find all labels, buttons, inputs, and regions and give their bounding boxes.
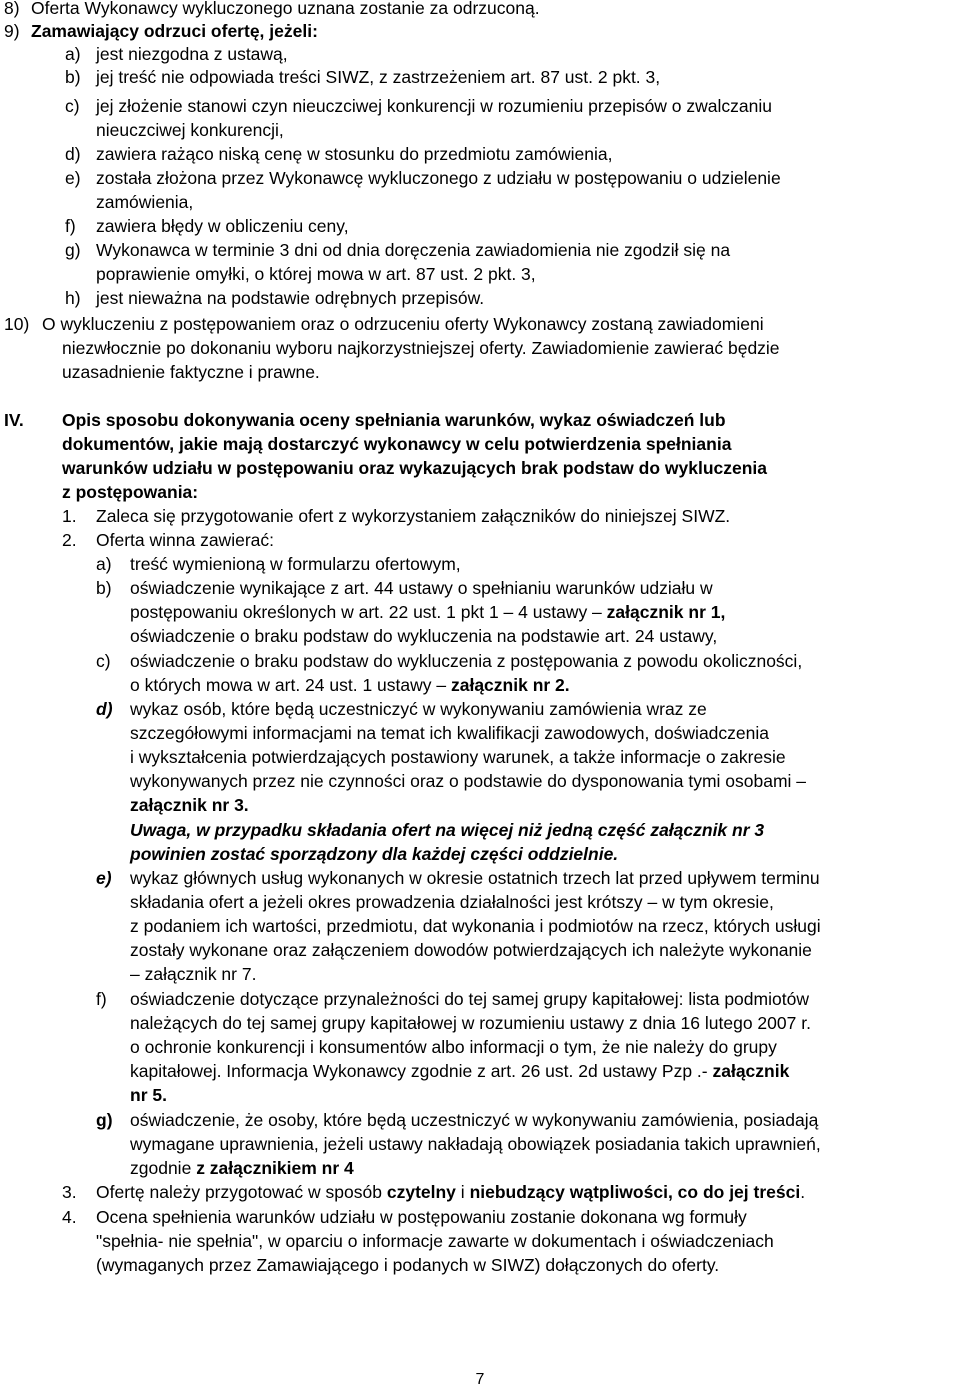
section-number: IV.	[4, 410, 24, 430]
point-4-line2: "spełnia- nie spełnia", w oparciu o informacje zawarte w dokumentach i oświadczeniach	[96, 1231, 774, 1251]
point-2d-line2: szczegółowymi informacjami na temat ich kwalifikacji zawodowych, doświadczenia	[130, 723, 769, 743]
item-9f-text: zawiera błędy w obliczeniu ceny,	[96, 216, 349, 236]
point-2d-line3: i wykształcenia potwierdzających postawiony warunek, a także informacje o zakresie	[130, 747, 786, 767]
point-2f-line4: kapitałowej. Informacja Wykonawcy zgodnie z art. 26 ust. 2d ustawy Pzp .- załącznik	[130, 1061, 790, 1081]
point-2e-label: e)	[96, 868, 112, 888]
section-heading-line4: z postępowania:	[62, 482, 199, 502]
item-9g-label: g)	[65, 240, 81, 260]
item-9c-label: c)	[65, 96, 80, 116]
section-heading-line3: warunków udziału w postępowaniu oraz wykazujących brak podstaw do wykluczenia	[62, 458, 768, 478]
point-2g-line1: oświadczenie, że osoby, które będą uczestniczyć w wykonywaniu zamówienia, posiadają	[130, 1110, 819, 1130]
page-number: 7	[475, 1371, 485, 1388]
item-8-number: 8)	[4, 0, 20, 18]
point-2e-line1: wykaz głównych usług wykonanych w okresie ostatnich trzech lat przed upływem terminu	[130, 868, 820, 888]
section-heading-line1: Opis sposobu dokonywania oceny spełniania warunków, wykaz oświadczeń lub	[62, 410, 726, 430]
point-2d-note-line2: powinien zostać sporządzony dla każdej części oddzielnie.	[130, 844, 619, 864]
point-2b-line2: postępowaniu określonych w art. 22 ust. 1 pkt 1 – 4 ustawy – załącznik nr 1,	[130, 602, 726, 622]
point-2f-line2: należących do tej samej grupy kapitałowej w rozumieniu ustawy z dnia 16 lutego 2007 r.	[130, 1013, 811, 1033]
point-2a-text: treść wymienioną w formularzu ofertowym,	[130, 554, 461, 574]
point-2-number: 2.	[62, 530, 77, 550]
item-9g-line1: Wykonawca w terminie 3 dni od dnia doręczenia zawiadomienia nie zgodził się na	[96, 240, 731, 260]
item-9e-line2: zamówienia,	[96, 192, 194, 212]
point-2d-line1: wykaz osób, które będą uczestniczyć w wykonywaniu zamówienia wraz ze	[130, 699, 707, 719]
point-2b-label: b)	[96, 578, 112, 598]
item-10-line1: O wykluczeniu z postępowaniem oraz o odrzuceniu oferty Wykonawcy zostaną zawiadomieni	[42, 314, 764, 334]
point-2c-line2: o których mowa w art. 24 ust. 1 ustawy – załącznik nr 2.	[130, 675, 570, 695]
point-2e-line4: zostały wykonane oraz załączeniem dowodów potwierdzających ich należyte wykonanie	[130, 940, 812, 960]
point-2d-line4: wykonywanych przez nie czynności oraz o podstawie do dysponowania tymi osobami –	[130, 771, 807, 791]
item-9h-text: jest nieważna na podstawie odrębnych przepisów.	[96, 288, 485, 308]
item-9g-line2: poprawienie omyłki, o której mowa w art. 87 ust. 2 pkt. 3,	[96, 264, 536, 284]
point-2f-line1: oświadczenie dotyczące przynależności do tej samej grupy kapitałowej: lista podmiotów	[130, 989, 809, 1009]
item-9c-line2: nieuczciwej konkurencji,	[96, 120, 284, 140]
item-9-number: 9)	[4, 21, 20, 41]
item-9b-label: b)	[65, 67, 81, 87]
point-2d-label: d)	[96, 699, 113, 719]
point-2c-label: c)	[96, 651, 111, 671]
attachment-1-ref: załącznik nr 1	[606, 602, 721, 622]
point-1-number: 1.	[62, 506, 77, 526]
point-4-line3: (wymaganych przez Zamawiającego i podanych w SIWZ) dołączonych do oferty.	[96, 1255, 720, 1275]
item-9h-label: h)	[65, 288, 81, 308]
point-2g-line3: zgodnie z załącznikiem nr 4	[130, 1158, 354, 1178]
point-4-line1: Ocena spełnienia warunków udziału w postępowaniu zostanie dokonana wg formuły	[96, 1207, 747, 1227]
item-9b-text: jej treść nie odpowiada treści SIWZ, z zastrzeżeniem art. 87 ust. 2 pkt. 3,	[96, 67, 661, 87]
item-10-line3: uzasadnienie faktyczne i prawne.	[62, 362, 320, 382]
point-2b-line1: oświadczenie wynikające z art. 44 ustawy o spełnianiu warunków udziału w	[130, 578, 713, 598]
point-2e-line2: składania ofert a jeżeli okres prowadzenia działalności jest krótszy – w tym okresie,	[130, 892, 774, 912]
point-2-text: Oferta winna zawierać:	[96, 530, 274, 550]
attachment-4-ref: z załącznikiem nr 4	[196, 1158, 354, 1178]
point-2e-line5: – załącznik nr 7.	[130, 964, 257, 984]
point-2d-note-line1: Uwaga, w przypadku składania ofert na więcej niż jedną część załącznik nr 3	[130, 820, 765, 840]
item-9d-label: d)	[65, 144, 81, 164]
point-2a-label: a)	[96, 554, 112, 574]
point-3-text: Ofertę należy przygotować w sposób czytelny i niebudzący wątpliwości, co do jej treści.	[96, 1182, 806, 1202]
point-2f-line5: nr 5.	[130, 1085, 167, 1105]
point-2b-line3: oświadczenie o braku podstaw do wykluczenia na podstawie art. 24 ustawy,	[130, 626, 718, 646]
section-heading-line2: dokumentów, jakie mają dostarczyć wykonawcy w celu potwierdzenia spełniania	[62, 434, 732, 454]
item-10-number: 10)	[4, 314, 30, 334]
attachment-5-ref: załącznik	[712, 1061, 790, 1081]
item-10-line2: niezwłocznie po dokonaniu wyboru najkorzystniejszej oferty. Zawiadomienie zawierać będzie	[62, 338, 780, 358]
point-1-text: Zaleca się przygotowanie ofert z wykorzystaniem załączników do niniejszej SIWZ.	[96, 506, 731, 526]
item-9a-label: a)	[65, 44, 81, 64]
item-8-text: Oferta Wykonawcy wykluczonego uznana zostanie za odrzuconą.	[31, 0, 540, 18]
attachment-2-ref: załącznik nr 2.	[450, 675, 570, 695]
item-9d-text: zawiera rażąco niską cenę w stosunku do przedmiotu zamówienia,	[96, 144, 613, 164]
point-2e-line3: z podaniem ich wartości, przedmiotu, dat wykonania i podmiotów na rzecz, których usługi	[130, 916, 821, 936]
item-9e-label: e)	[65, 168, 81, 188]
point-2g-label: g)	[96, 1110, 113, 1130]
item-9c-line1: jej złożenie stanowi czyn nieuczciwej konkurencji w rozumieniu przepisów o zwalczaniu	[96, 96, 772, 116]
item-9a-text: jest niezgodna z ustawą,	[96, 44, 288, 64]
point-3-number: 3.	[62, 1182, 77, 1202]
item-9e-line1: została złożona przez Wykonawcę wykluczonego z udziału w postępowaniu o udzielenie	[96, 168, 781, 188]
attachment-3-ref: załącznik nr 3.	[130, 795, 249, 815]
item-9f-label: f)	[65, 216, 76, 236]
point-2c-line1: oświadczenie o braku podstaw do wykluczenia z postępowania z powodu okoliczności,	[130, 651, 803, 671]
point-4-number: 4.	[62, 1207, 77, 1227]
point-2f-line3: o ochronie konkurencji i konsumentów albo informacji o tym, że nie należy do grupy	[130, 1037, 777, 1057]
point-2g-line2: wymagane uprawnienia, jeżeli ustawy nakładają obowiązek posiadania takich uprawnień,	[130, 1134, 821, 1154]
point-2f-label: f)	[96, 989, 107, 1009]
item-9-text: Zamawiający odrzuci ofertę, jeżeli:	[31, 21, 318, 41]
